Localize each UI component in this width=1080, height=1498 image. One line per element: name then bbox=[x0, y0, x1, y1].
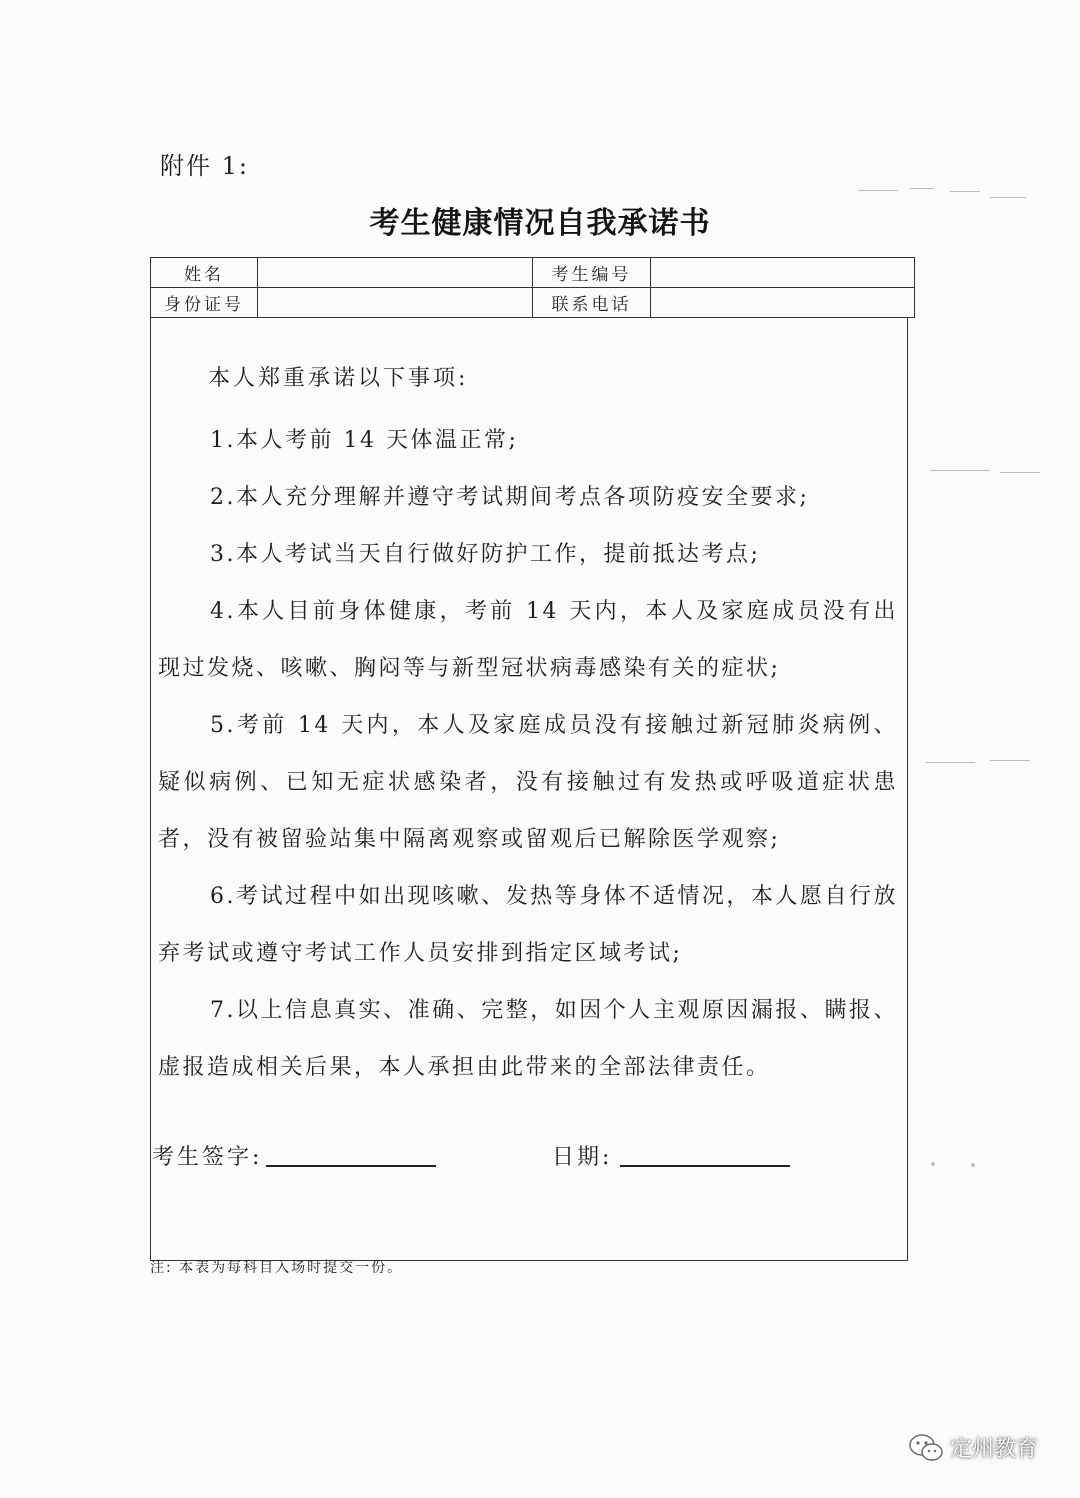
pledge-intro: 本人郑重承诺以下事项: bbox=[208, 366, 469, 391]
signature-label: 考生签字: bbox=[152, 1145, 263, 1170]
pledge-item-1: 1.本人考前 14 天体温正常; bbox=[210, 428, 519, 453]
name-label: 姓名 bbox=[151, 258, 258, 288]
pledge-item-3: 3.本人考试当天自行做好防护工作，提前抵达考点; bbox=[210, 542, 761, 567]
pledge-item-6: 6.考试过程中如出现咳嗽、发热等身体不适情况，本人愿自行放弃考试或遵守考试工作人员安排到指定区域考试; bbox=[158, 884, 898, 966]
wechat-icon bbox=[908, 1433, 944, 1463]
id-number-label: 身份证号 bbox=[151, 288, 258, 318]
pledge-item-5: 5.考前 14 天内，本人及家庭成员没有接触过新冠肺炎病例、疑似病例、已知无症状感染者，没有接触过有发热或呼吸道症状患者，没有被留验站集中隔离观察或留观后已解除医学观察; bbox=[158, 713, 898, 852]
wechat-account-name: 定州教育 bbox=[950, 1437, 1039, 1462]
pledge-item-4: 4.本人目前身体健康，考前 14 天内，本人及家庭成员没有出现过发烧、咳嗽、胸闷等与新型冠状病毒感染有关的症状; bbox=[158, 599, 898, 681]
attachment-label: 附件 1: bbox=[160, 152, 249, 180]
footnote: 注: 本表为每科目入场时提交一份。 bbox=[150, 1260, 404, 1276]
document-title: 考生健康情况自我承诺书 bbox=[369, 206, 711, 241]
exam-number-label: 考生编号 bbox=[533, 258, 651, 288]
pledge-item-7: 7.以上信息真实、准确、完整，如因个人主观原因漏报、瞒报、虚报造成相关后果，本人承担由此带来的全部法律责任。 bbox=[158, 998, 898, 1080]
date-label: 日期: bbox=[552, 1145, 613, 1170]
wechat-watermark bbox=[908, 1432, 1038, 1463]
pledge-item-2: 2.本人充分理解并遵守考试期间考点各项防疫安全要求; bbox=[210, 485, 810, 510]
phone-label: 联系电话 bbox=[533, 288, 651, 318]
